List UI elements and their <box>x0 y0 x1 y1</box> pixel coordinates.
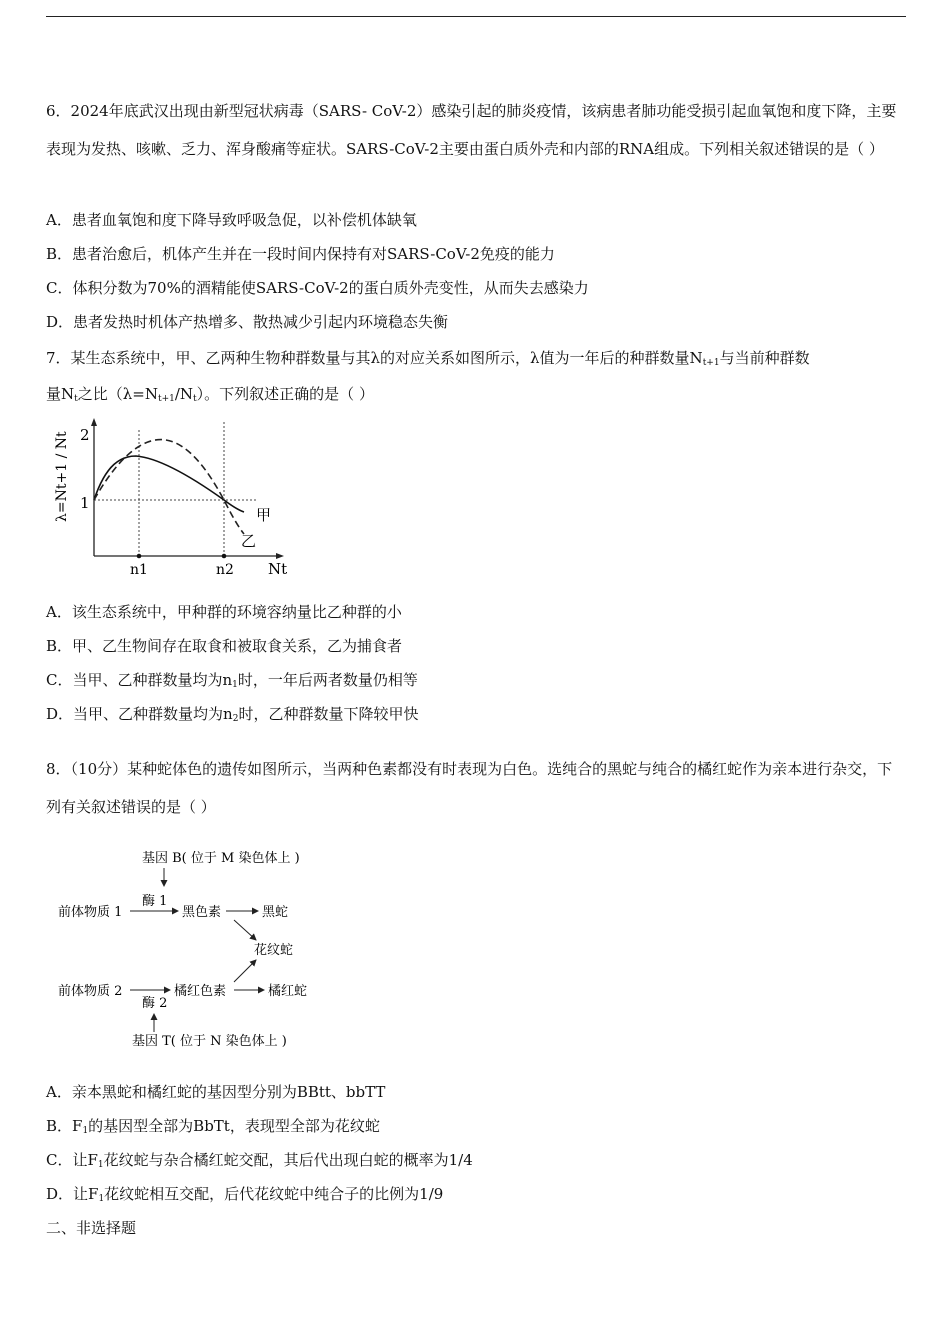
gene-t-label: 基因 T( 位于 N 染色体上 ) <box>132 1034 287 1049</box>
precursor1-label: 前体物质 1 <box>58 905 123 920</box>
pattern-snake-label: 花纹蛇 <box>254 943 294 958</box>
section-heading: 二、非选择题 <box>46 1219 137 1237</box>
q6-option-d: D．患者发热时机体产热增多、散热减少引起内环境稳态失衡 <box>46 313 449 331</box>
q7-option-a: A．该生态系统中，甲种群的环境容纳量比乙种群的小 <box>46 603 402 621</box>
x-axis-arrow <box>276 553 284 559</box>
n1-point <box>137 554 142 559</box>
legend-jia: 甲 <box>256 506 272 524</box>
enzyme2-label: 酶 2 <box>142 996 168 1011</box>
header-rule <box>46 16 906 17</box>
y-axis-label: λ=Nt+1 / Nt <box>54 431 70 522</box>
black-pigment-label: 黑色素 <box>182 905 222 920</box>
x-tick-n2: n2 <box>216 562 234 578</box>
q6-option-a: A．患者血氧饱和度下降导致呼吸急促，以补偿机体缺氧 <box>46 211 417 229</box>
q7-stem-line2: 量$N_t$之比$(\lambda=N_{t+1}/N_t)$。下列叙述正确的是（ ） <box>46 385 374 404</box>
y-tick-2: 2 <box>80 426 90 444</box>
x-tick-n1: n1 <box>130 562 148 578</box>
legend-yi: 乙 <box>241 532 257 550</box>
q7-stem-line1: 7．某生态系统中，甲、乙两种生物种群数量与其λ的对应关系如图所示，λ值为一年后的种群数量$N_{t+1}$与当前种群数 <box>46 349 810 368</box>
orange-snake-label: 橘红蛇 <box>268 984 308 999</box>
q7-lambda-graph <box>46 416 296 582</box>
q7-option-d: D．当甲、乙种群数量均为$n_2$时，乙种群数量下降较甲快 <box>46 705 419 724</box>
q6-option-b: B．患者治愈后，机体产生并在一段时间内保持有对SARS-CoV-2免疫的能力 <box>46 245 555 263</box>
gene-b-label: 基因 B( 位于 M 染色体上 ) <box>142 851 300 866</box>
q6-option-c: C．体积分数为70%的酒精能使SARS-CoV-2的蛋白质外壳变性，从而失去感染力 <box>46 279 589 297</box>
q7-option-c: C．当甲、乙种群数量均为$n_1$时，一年后两者数量仍相等 <box>46 671 418 690</box>
x-axis-label: Nt <box>268 560 288 578</box>
q8-option-d: D．让$F_1$花纹蛇相互交配，后代花纹蛇中纯合子的比例为1/9 <box>46 1185 444 1204</box>
curve-yi <box>94 440 244 534</box>
orange-pigment-label: 橘红色素 <box>174 984 227 999</box>
q8-option-a: A．亲本黑蛇和橘红蛇的基因型分别为BBtt、bbTT <box>46 1083 386 1101</box>
n2-point <box>222 554 227 559</box>
q8-option-c: C．让$F_1$花纹蛇与杂合橘红蛇交配，其后代出现白蛇的概率为1/4 <box>46 1151 473 1170</box>
enzyme1-label: 酶 1 <box>142 894 168 909</box>
q8-option-b: B．$F_1$的基因型全部为BbTt，表现型全部为花纹蛇 <box>46 1117 380 1136</box>
q7-option-b: B．甲、乙生物间存在取食和被取食关系，乙为捕食者 <box>46 637 403 655</box>
q8-stem: 8．（10分）某种蛇体色的遗传如图所示，当两种色素都没有时表现为白色。选纯合的黑蛇与纯合的橘红蛇作为亲本进行杂交，下列有关叙述错误的是（ ） <box>46 760 893 816</box>
black-snake-label: 黑蛇 <box>262 905 289 920</box>
q8-pathway-diagram <box>46 840 346 1055</box>
q6-stem: 6．2024年底武汉出现由新型冠状病毒（SARS- CoV-2）感染引起的肺炎疫情，该病患者肺功能受损引起血氧饱和度下降，主要表现为发热、咳嗽、乏力、浑身酸痛等症状。SARS-CoV-2主要由蛋白质外壳和内部的RNA组成。下列相关叙述错误的是（ ） <box>46 102 897 158</box>
y-axis-arrow <box>91 418 97 426</box>
curve-jia <box>94 456 244 512</box>
y-tick-1: 1 <box>80 494 90 512</box>
orange-to-pattern-arrow <box>234 960 256 982</box>
black-to-pattern-arrow <box>234 920 256 940</box>
precursor2-label: 前体物质 2 <box>58 984 123 999</box>
